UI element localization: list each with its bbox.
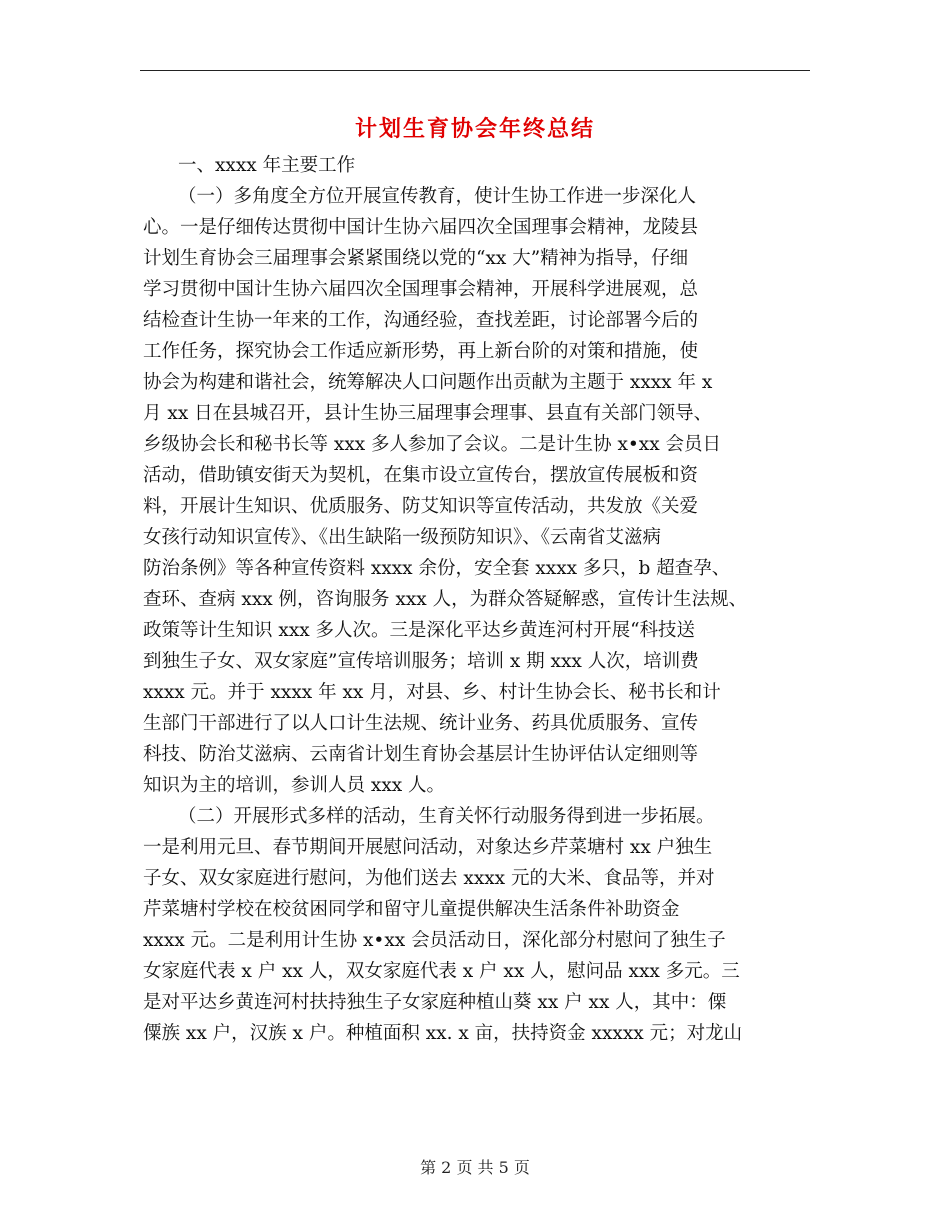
paragraph-line: 僳族 xx 户，汉族 x 户。种植面积 xx. x 亩，扶持资金 xxxxx 元；对龙山 [143, 1023, 743, 1044]
paragraph-line: 月 xx 日在县城召开，县计生协三届理事会理事、县直有关部门领导、 [143, 403, 713, 424]
paragraph-line: 政策等计生知识 xxx 多人次。三是深化平达乡黄连河村开展“科技送 [143, 620, 696, 641]
paragraph-line: xxxx 元。并于 xxxx 年 xx 月，对县、乡、村计生协会长、秘书长和计 [143, 682, 721, 703]
paragraph-line: 是对平达乡黄连河村扶持独生子女家庭种植山葵 xx 户 xx 人，其中：傈 [143, 992, 727, 1013]
header-rule [140, 70, 810, 71]
paragraph-line: 一是利用元旦、春节期间开展慰问活动，对象达乡芹菜塘村 xx 户独生 [143, 837, 713, 858]
paragraph-line: 查环、查病 xxx 例，咨询服务 xxx 人，为群众答疑解惑，宣传计生法规、 [143, 589, 748, 610]
paragraph-line: （二）开展形式多样的活动，生育关怀行动服务得到进一步拓展。 [178, 806, 715, 827]
paragraph-line: 料，开展计生知识、优质服务、防艾知识等宣传活动，共发放《关爱 [143, 496, 699, 517]
page-footer: 第 2 页 共 5 页 [420, 1158, 530, 1177]
paragraph-line: 活动，借助镇安街天为契机，在集市设立宣传台，摆放宣传展板和资 [143, 465, 699, 486]
paragraph-line: 芹菜塘村学校在校贫困同学和留守儿童提供解决生活条件补助资金 [143, 899, 680, 920]
paragraph-line: 女家庭代表 x 户 xx 人，双女家庭代表 x 户 xx 人，慰问品 xxx 多元。三 [143, 961, 740, 982]
document-title: 计划生育协会年终总结 [354, 116, 595, 142]
paragraph-line: 工作任务，探究协会工作适应新形势，再上新台阶的对策和措施，使 [143, 341, 699, 362]
paragraph-line: 生部门干部进行了以人口计生法规、统计业务、药具优质服务、宣传 [143, 713, 699, 734]
paragraph-line: 子女、双女家庭进行慰问，为他们送去 xxxx 元的大米、食品等，并对 [143, 868, 715, 889]
paragraph-line: 防治条例》等各种宣传资料 xxxx 余份，安全套 xxxx 多只，b 超查孕、 [143, 558, 731, 579]
paragraph-line: 学习贯彻中国计生协六届四次全国理事会精神，开展科学进展观，总 [143, 279, 699, 300]
paragraph-line: 女孩行动知识宣传》、《出生缺陷一级预防知识》、《云南省艾滋病 [143, 527, 662, 548]
paragraph-line: 到独生子女、双女家庭”宣传培训服务；培训 x 期 xxx 人次，培训费 [143, 651, 699, 672]
paragraph-line: （一）多角度全方位开展宣传教育，使计生协工作进一步深化人 [178, 186, 697, 207]
paragraph-line: 乡级协会长和秘书长等 xxx 多人参加了会议。二是计生协 x•xx 会员日 [143, 434, 722, 455]
paragraph-line: 科技、防治艾滋病、云南省计划生育协会基层计生协评估认定细则等 [143, 744, 699, 765]
paragraph-line: 结检查计生协一年来的工作，沟通经验，查找差距，讨论部署今后的 [143, 310, 699, 331]
paragraph-line: xxxx 元。二是利用计生协 x•xx 会员活动日，深化部分村慰问了独生子 [143, 930, 726, 951]
paragraph-line: 心。一是仔细传达贯彻中国计生协六届四次全国理事会精神，龙陵县 [143, 217, 699, 238]
paragraph-line: 计划生育协会三届理事会紧紧围绕以党的“xx 大”精神为指导，仔细 [143, 248, 689, 269]
paragraph-line: 协会为构建和谐社会，统筹解决人口问题作出贡献为主题于 xxxx 年 x [143, 372, 713, 393]
section-heading: 一、xxxx 年主要工作 [178, 155, 356, 176]
paragraph-line: 知识为主的培训，参训人员 xxx 人。 [143, 775, 446, 796]
